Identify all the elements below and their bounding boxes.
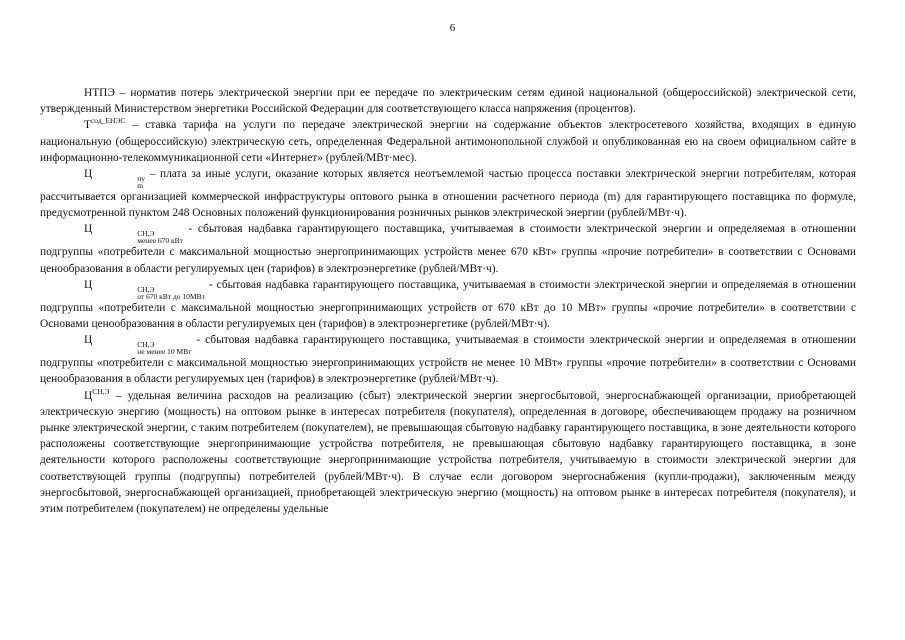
paragraph-text: – удельная величина расходов на реализацию (сбыт) электрической энергии энергосбытовой, энергоснабжающей организации, приобретающей электрическую энергию (мощность) на оптовом рынке в интересах потребителя (покупателя), определенная в договоре, обеспечивающем продажу на розничном рынке электрической энергии, с таким потребителем (покупателем), не превышающая сбытовую надбавку гарантирующего поставщика, в зоне деятельности которого расположены соответствующие энергопринимающие устройства потребителя, не превышающая сбытовую надбавку гарантирующего поставщика, в зоне деятельности которого расположены соответствующие энергопринимающие устройства потребителя, учитываемую в стоимости электрической энергии для соответствующей группы (подгруппы) потребителей (рублей/МВт·ч). В случае если договором энергоснабжения (купли-продажи), заключенным между энергосбытовой, энергоснабжающей организацией, приобретающей электрическую энергию (мощность) на оптовом рынке в интересах потребителя (покупателя), и этим потребителем (покупателем) не определены удельные xyxy=(40,389,856,516)
symbol-subscript: m xyxy=(137,181,144,191)
symbol-specific-costs: Ц xyxy=(84,389,93,402)
paragraph-text: - сбытовая надбавка гарантирующего поставщика, учитываемая в стоимости электрической энергии и определяемая в отношении подгруппы «потребители с максимальной мощностью энергопринимающих устройств менее 670 кВт» группы «прочие потребители» в соответствии с Основами ценообразования в области регулируемых цен (тарифов) в электроэнергетике (рублей/МВт·ч). xyxy=(40,223,856,275)
symbol-ntpe: НТПЭ xyxy=(84,87,115,99)
symbol-superscript: пу xyxy=(137,174,145,184)
symbol-superscript: СН,Э xyxy=(137,229,155,239)
symbol-superscript: СН,Э xyxy=(137,340,155,350)
symbol-subscript: от 670 кВт до 10МВт xyxy=(137,291,205,301)
symbol-index-stack xyxy=(93,230,183,244)
paragraph-text: - сбытовая надбавка гарантирующего поставщика, учитываемая в стоимости электрической энергии и определяемая в отношении подгруппы «потребители с максимальной мощностью энергопринимающих устройств не менее 10 МВт» группы «прочие потребители» в соответствии с Основами ценообразования в области регулируемых цен (тарифов) в электроэнергетике (рублей/МВт·ч). xyxy=(40,334,856,386)
symbol-index-stack xyxy=(93,341,191,355)
paragraph-markup-not-less-10 xyxy=(40,332,856,387)
paragraph-text: - сбытовая надбавка гарантирующего поставщика, учитываемая в стоимости электрической энергии и определяемая в отношении подгруппы «потребители с максимальной мощностью энергопринимающих устройств от 670 кВт до 10 МВт» группы «прочие потребители» в соответствии с Основами ценообразования в области регулируемых цен (тарифов) в электроэнергетике (рублей/МВт·ч). xyxy=(40,278,856,331)
symbol-index-stack xyxy=(93,286,205,300)
paragraph-text: – норматив потерь электрической энергии при ее передаче по электрическим сетям единой национальной (общероссийской) электрической сети, утвержденный Министерством энергетики Российской Федерации для соответствующего класса напряжения (процентов). xyxy=(40,87,856,116)
paragraph-markup-670-10 xyxy=(40,277,856,332)
paragraph-specific-costs xyxy=(40,388,856,518)
symbol-superscript: сод_ЕНЭС xyxy=(90,116,126,126)
symbol-subscript: менее 670 кВт xyxy=(137,236,183,246)
paragraph-text: – ставка тарифа на услуги по передаче электрической энергии на содержание объектов электросетевого хозяйства, входящих в единую национальную (общероссийскую) электрическую сеть, определенная Федеральной антимонопольной службой и опубликованная ею на своем официальном сайте в информационно-телекоммуникационной сети «Интернет» (рублей/МВт·мес). xyxy=(40,119,856,164)
symbol-other-services: Ц xyxy=(84,168,93,181)
paragraph-ntpe xyxy=(40,85,856,117)
symbol-markup: Ц xyxy=(84,278,93,291)
paragraph-markup-less-670 xyxy=(40,221,856,276)
symbol-superscript: СН,Э xyxy=(137,284,155,294)
symbol-tariff: T xyxy=(84,119,91,132)
symbol-index-stack xyxy=(93,175,145,189)
symbol-markup: Ц xyxy=(84,334,93,347)
symbol-subscript: не менее 10 МВт xyxy=(137,347,192,357)
symbol-superscript: СН,Э xyxy=(92,386,110,396)
document-body xyxy=(40,85,856,517)
paragraph-text: – плата за иные услуги, оказание которых является неотъемлемой частью процесса поставки электрической энергии потребителям, которая рассчитывается организацией коммерческой инфраструктуры оптового рынка в отношении расчетного периода (m) для гарантирующего поставщика по формуле, предусмотренной пунктом 248 Основных положений функционирования розничных рынков электрической энергии (рублей/МВт·ч). xyxy=(40,168,856,220)
paragraph-other-services xyxy=(40,166,856,221)
paragraph-tariff xyxy=(40,117,856,166)
page-number: 6 xyxy=(449,22,456,34)
symbol-markup: Ц xyxy=(84,223,93,236)
